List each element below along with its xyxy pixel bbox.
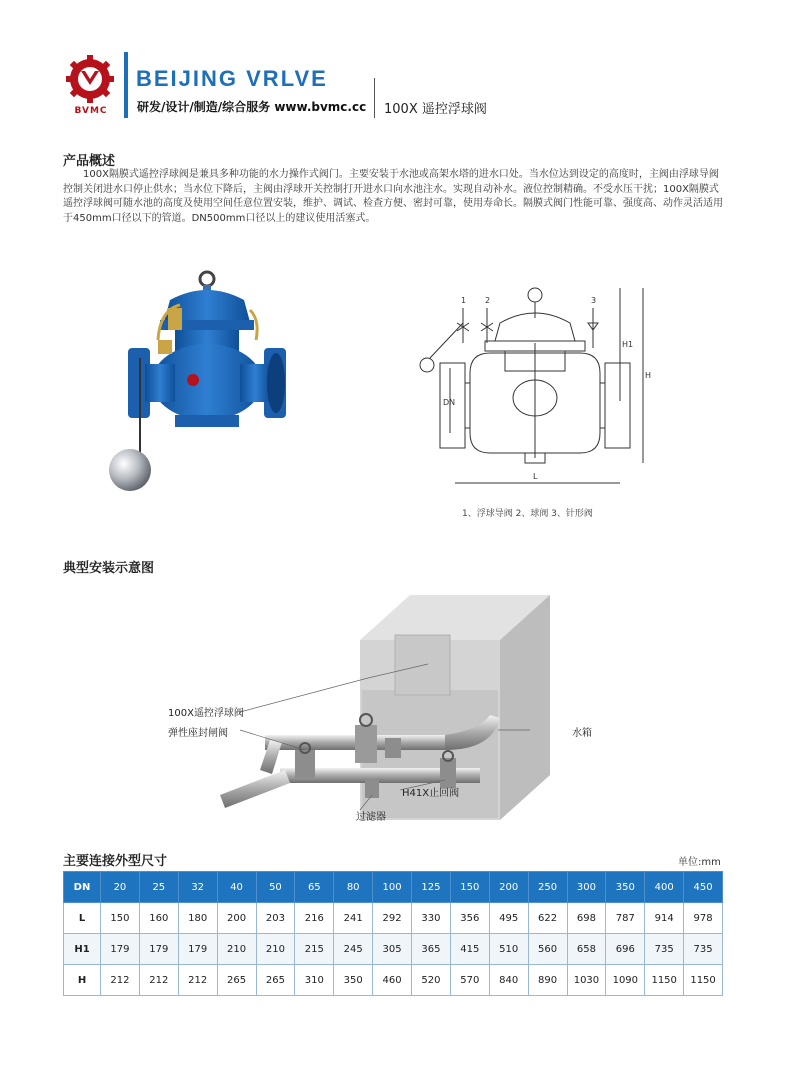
drawing-label-3: 3 [591, 296, 597, 305]
page-title: 100X 遥控浮球阀 [384, 102, 487, 117]
callout-float-valve: 100X遥控浮球阀 [168, 708, 244, 719]
table-header-cell: 300 [567, 872, 606, 903]
callout-check-valve: H41X止回阀 [402, 788, 460, 799]
table-cell: 350 [334, 965, 373, 996]
drawing-label-l: L [533, 472, 538, 481]
table-row-label: H1 [64, 934, 101, 965]
table-cell: 978 [684, 903, 723, 934]
table-header-cell: 400 [645, 872, 684, 903]
table-cell: 520 [412, 965, 451, 996]
table-header-cell: 200 [489, 872, 528, 903]
table-cell: 698 [567, 903, 606, 934]
table-cell: 356 [450, 903, 489, 934]
table-cell: 210 [256, 934, 295, 965]
table-header-cell: 125 [412, 872, 451, 903]
show-through-watermark [470, 52, 730, 112]
table-cell: 215 [295, 934, 334, 965]
table-cell: 622 [528, 903, 567, 934]
table-cell: 735 [645, 934, 684, 965]
table-header-cell: 350 [606, 872, 645, 903]
table-cell: 200 [217, 903, 256, 934]
table-cell: 160 [139, 903, 178, 934]
table-cell: 330 [412, 903, 451, 934]
table-header-row [64, 872, 723, 903]
brand-name: BEIJING VRLVE [136, 66, 328, 91]
callout-gate-valve: 弹性座封闸阀 [168, 728, 228, 739]
table-header-cell: 100 [373, 872, 412, 903]
table-cell: 212 [101, 965, 140, 996]
table-header-cell: 32 [178, 872, 217, 903]
table-cell: 696 [606, 934, 645, 965]
table-cell: 179 [139, 934, 178, 965]
table-cell: 203 [256, 903, 295, 934]
table-row-label: H [64, 965, 101, 996]
table-cell: 150 [101, 903, 140, 934]
table-cell: 305 [373, 934, 412, 965]
table-header-cell: 25 [139, 872, 178, 903]
table-header-cell: 250 [528, 872, 567, 903]
unit-label: 单位:mm [678, 857, 721, 868]
valve-technical-drawing [415, 283, 665, 498]
table-cell: 265 [256, 965, 295, 996]
table-row [64, 903, 723, 934]
table-header-cell: 65 [295, 872, 334, 903]
dimensions-heading: 主要连接外型尺寸 [63, 854, 168, 869]
table-header-label: DN [64, 872, 101, 903]
table-cell: 245 [334, 934, 373, 965]
table-row-label: L [64, 903, 101, 934]
table-cell: 1030 [567, 965, 606, 996]
table-cell: 365 [412, 934, 451, 965]
table-header-cell: 80 [334, 872, 373, 903]
table-cell: 1150 [645, 965, 684, 996]
dimensions-table [63, 871, 723, 996]
logo-caption: BVMC [74, 106, 108, 116]
table-cell: 212 [139, 965, 178, 996]
table-row [64, 934, 723, 965]
table-cell: 510 [489, 934, 528, 965]
table-row [64, 965, 723, 996]
table-cell: 735 [684, 934, 723, 965]
table-cell: 415 [450, 934, 489, 965]
table-cell: 310 [295, 965, 334, 996]
table-cell: 658 [567, 934, 606, 965]
table-cell: 495 [489, 903, 528, 934]
callout-filter: 过滤器 [356, 812, 386, 823]
overview-text: 100X隔膜式遥控浮球阀是兼具多种功能的水力操作式阀门。主要安装于水池或高架水塔的进水口处。当水位达到设定的高度时，主阀由浮球导阀控制关闭进水口停止供水；当水位下降后，主阀由浮球开关控制打开进水口向水池注水。实现自动补水。液位控制精确。不受水压干扰；100X隔膜式遥控浮球阀可随水池的高度及使用空间任意位置安装，维护、调试、检查方便、密封可靠，使用寿命长。隔膜式阀门性能可靠、强度高、动作灵活适用于450mm口径以下的管道。DN500mm口径以上的建议使用活塞式。 [63, 169, 723, 224]
table-cell: 1090 [606, 965, 645, 996]
overview-heading: 产品概述 [63, 154, 116, 169]
table-cell: 787 [606, 903, 645, 934]
table-cell: 890 [528, 965, 567, 996]
drawing-label-1: 1 [461, 296, 467, 305]
header-divider [124, 52, 128, 118]
table-cell: 292 [373, 903, 412, 934]
table-cell: 210 [217, 934, 256, 965]
table-header-cell: 40 [217, 872, 256, 903]
drawing-label-dn: DN [443, 398, 456, 407]
table-header-cell: 20 [101, 872, 140, 903]
drawing-label-h1: H1 [622, 340, 634, 349]
table-cell: 265 [217, 965, 256, 996]
table-cell: 180 [178, 903, 217, 934]
table-cell: 560 [528, 934, 567, 965]
table-cell: 914 [645, 903, 684, 934]
table-cell: 570 [450, 965, 489, 996]
table-cell: 212 [178, 965, 217, 996]
table-cell: 840 [489, 965, 528, 996]
table-cell: 1150 [684, 965, 723, 996]
table-cell: 460 [373, 965, 412, 996]
table-cell: 179 [101, 934, 140, 965]
table-header-cell: 50 [256, 872, 295, 903]
drawing-label-2: 2 [485, 296, 491, 305]
callout-tank: 水箱 [572, 728, 592, 739]
installation-heading: 典型安装示意图 [63, 561, 155, 576]
brand-tagline: 研发/设计/制造/综合服务 www.bvmc.cc [137, 100, 367, 114]
drawing-caption: 1、浮球导阀 2、球阀 3、针形阀 [462, 509, 593, 519]
drawing-label-h: H [645, 371, 652, 380]
valve-product-photo [100, 260, 290, 495]
table-cell: 241 [334, 903, 373, 934]
table-cell: 179 [178, 934, 217, 965]
table-header-cell: 450 [684, 872, 723, 903]
title-divider [374, 78, 375, 118]
table-cell: 216 [295, 903, 334, 934]
table-header-cell: 150 [450, 872, 489, 903]
